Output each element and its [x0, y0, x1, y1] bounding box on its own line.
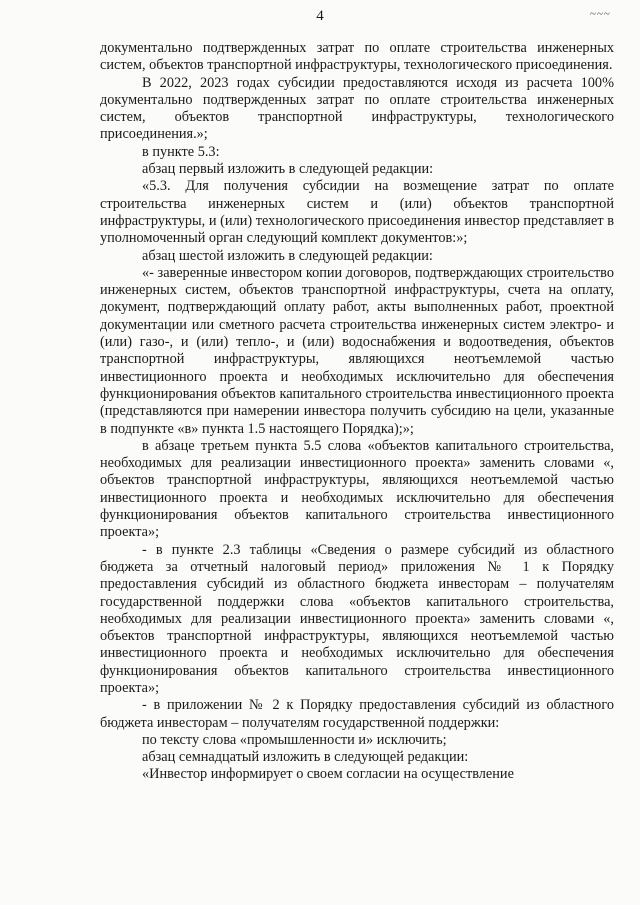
- paragraph: В 2022, 2023 годах субсидии предоставляются исходя из расчета 100% документально подтвержденных затрат по оплате строительства инженерных систем, объектов транспортной инфраструктуры, технологического присоединения.»;: [100, 74, 614, 143]
- paragraph: - в приложении № 2 к Порядку предоставления субсидий из областного бюджета инвесторам – получателям государственной поддержки:: [100, 697, 614, 731]
- paragraph: «- заверенные инвестором копии договоров, подтверждающих строительство инженерных систем, объектов транспортной инфраструктуры, счета на оплату, документ, подтверждающий оплату работ, акты выполненных работ, проектной документации или сметного расчета строительства инженерных систем электро- и (или) газо-, и (или) тепло-, и (или) водоснабжения и водоотведения, объектов транспортной инфраструктуры, являющихся неотъемлемой частью инвестиционного проекта и необходимых исключительно для обеспечения функционирования объектов капитального строительства инвестиционного проекта (представляются при намерении инвестора получить субсидию на цели, указанные в подпункте «в» пункта 1.5 настоящего Порядка);»;: [100, 264, 614, 437]
- paragraph: по тексту слова «промышленности и» исключить;: [142, 731, 447, 748]
- paragraph: документально подтвержденных затрат по оплате строительства инженерных систем, объектов транспортной инфраструктуры, технологического присоединения.: [100, 40, 614, 74]
- paragraph: абзац первый изложить в следующей редакции:: [142, 161, 434, 178]
- paragraph: «5.3. Для получения субсидии на возмещение затрат по оплате строительства инженерных систем и (или) объектов транспортной инфраструктуры, и (или) технологического присоединения инвестор представляет в уполномоченный орган следующий комплект документов:»;: [100, 178, 614, 247]
- paragraph: «Инвестор информирует о своем согласии на осуществление: [142, 766, 514, 783]
- paragraph: абзац семнадцатый изложить в следующей редакции:: [142, 749, 469, 766]
- paragraph: абзац шестой изложить в следующей редакции:: [142, 247, 433, 264]
- paragraph: в абзаце третьем пункта 5.5 слова «объектов капитального строительства, необходимых для реализации инвестиционного проекта» заменить словами «, объектов транспортной инфраструктуры, являющихся неотъемлемой частью инвестиционного проекта и необходимых исключительно для обеспечения функционирования объектов капитального строительства инвестиционного проекта»;: [100, 437, 614, 541]
- paragraph: в пункте 5.3:: [142, 143, 220, 160]
- page-number: 4: [316, 8, 324, 24]
- corner-scan-mark: ~~~: [590, 8, 611, 20]
- paragraph: - в пункте 2.3 таблицы «Сведения о размере субсидий из областного бюджета за отчетный налоговый период» приложения № 1 к Порядку предоставления субсидий из областного бюджета инвесторам – получателям государственной поддержки слова «объектов капитального строительства, необходимых для реализации инвестиционного проекта» заменить словами «, объектов транспортной инфраструктуры, являющихся неотъемлемой частью инвестиционного проекта и необходимых исключительно для обеспечения функционирования объектов капитального строительства инвестиционного проекта»;: [100, 541, 614, 696]
- document-body: [100, 40, 614, 784]
